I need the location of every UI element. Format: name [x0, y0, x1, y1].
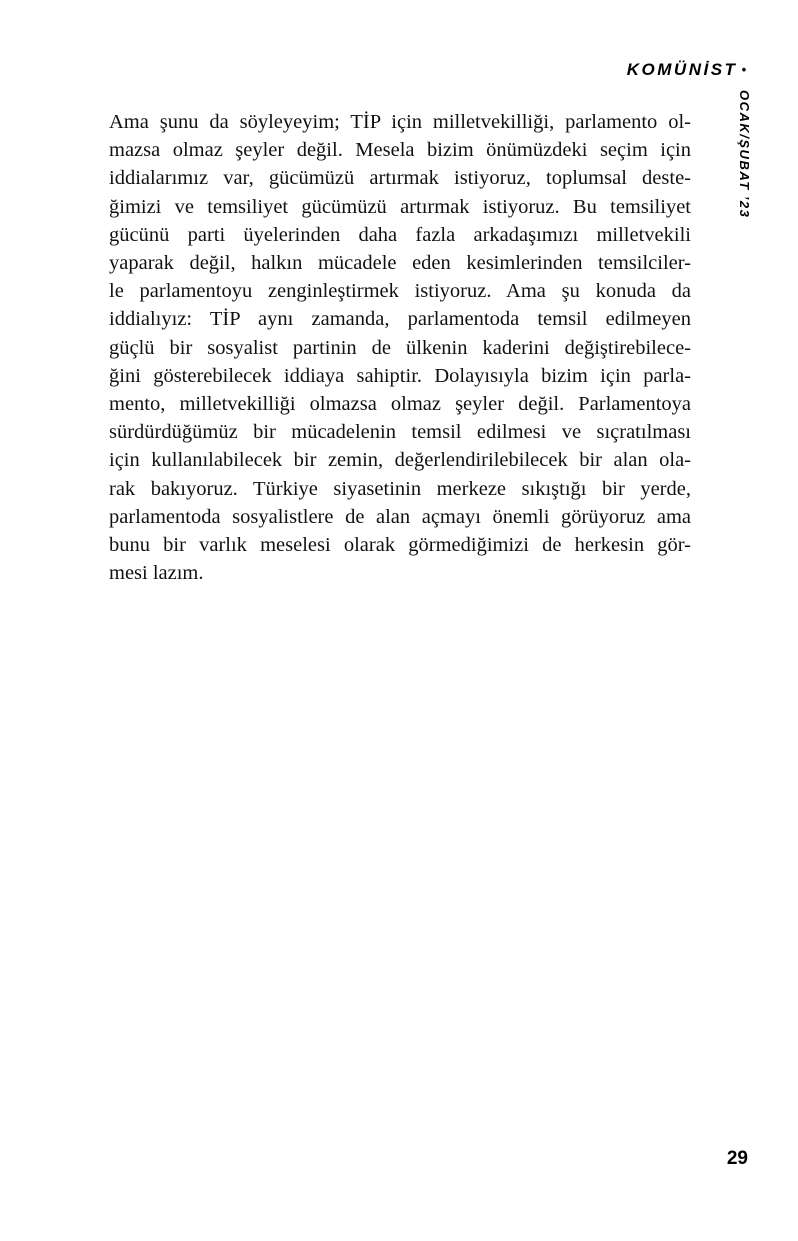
body-line: bunu bir varlık meselesi olarak görmediğimizi de herkesin gör- — [109, 534, 691, 557]
body-line: sürdürdüğümüz bir mücadelenin temsil edilmesi ve sıçratılması — [109, 421, 691, 444]
body-line: mazsa olmaz şeyler değil. Mesela bizim önümüzdeki seçim için — [109, 139, 691, 162]
page-header — [627, 60, 746, 80]
body-line: ğini gösterebilecek iddiaya sahiptir. Dolayısıyla bizim için parla- — [109, 364, 691, 387]
body-line: le parlamentoyu zenginleştirmek istiyoruz. Ama şu konuda da — [109, 280, 691, 303]
body-line: iddialıyız: TİP aynı zamanda, parlamentoda temsil edilmeyen — [109, 308, 691, 331]
body-line: ğimizi ve temsiliyet gücümüzü artırmak istiyoruz. Bu temsiliyet — [109, 195, 691, 218]
body-line: mesi lazım. — [109, 562, 204, 585]
body-line: yaparak değil, halkın mücadele eden kesimlerinden temsilciler- — [109, 252, 691, 275]
page-number: 29 — [726, 1148, 748, 1169]
body-line: güçlü bir sosyalist partinin de ülkenin kaderini değiştirebilece- — [109, 336, 691, 359]
body-line: parlamentoda sosyalistlere de alan açmayı önemli görüyoruz ama — [109, 505, 691, 528]
issue-date-vertical: OCAK/ŞUBAT ’23 — [737, 90, 752, 219]
body-line: rak bakıyoruz. Türkiye siyasetinin merkeze sıkıştığı bir yerde, — [109, 477, 691, 500]
article-body — [109, 108, 691, 587]
header-bullet-icon: • — [741, 62, 746, 77]
body-line: iddialarımız var, gücümüzü artırmak istiyoruz, toplumsal deste- — [109, 167, 691, 190]
body-line: gücünü parti üyelerinden daha fazla arkadaşımızı milletvekili — [109, 223, 691, 246]
body-line: Ama şunu da söyleyeyim; TİP için milletvekilliği, parlamento ol- — [109, 111, 691, 133]
magazine-title: KOMÜNİST — [626, 60, 738, 79]
body-line: için kullanılabilecek bir zemin, değerlendirilebilecek bir alan ola- — [109, 449, 691, 472]
body-line: mento, milletvekilliği olmazsa olmaz şeyler değil. Parlamentoya — [109, 393, 691, 416]
